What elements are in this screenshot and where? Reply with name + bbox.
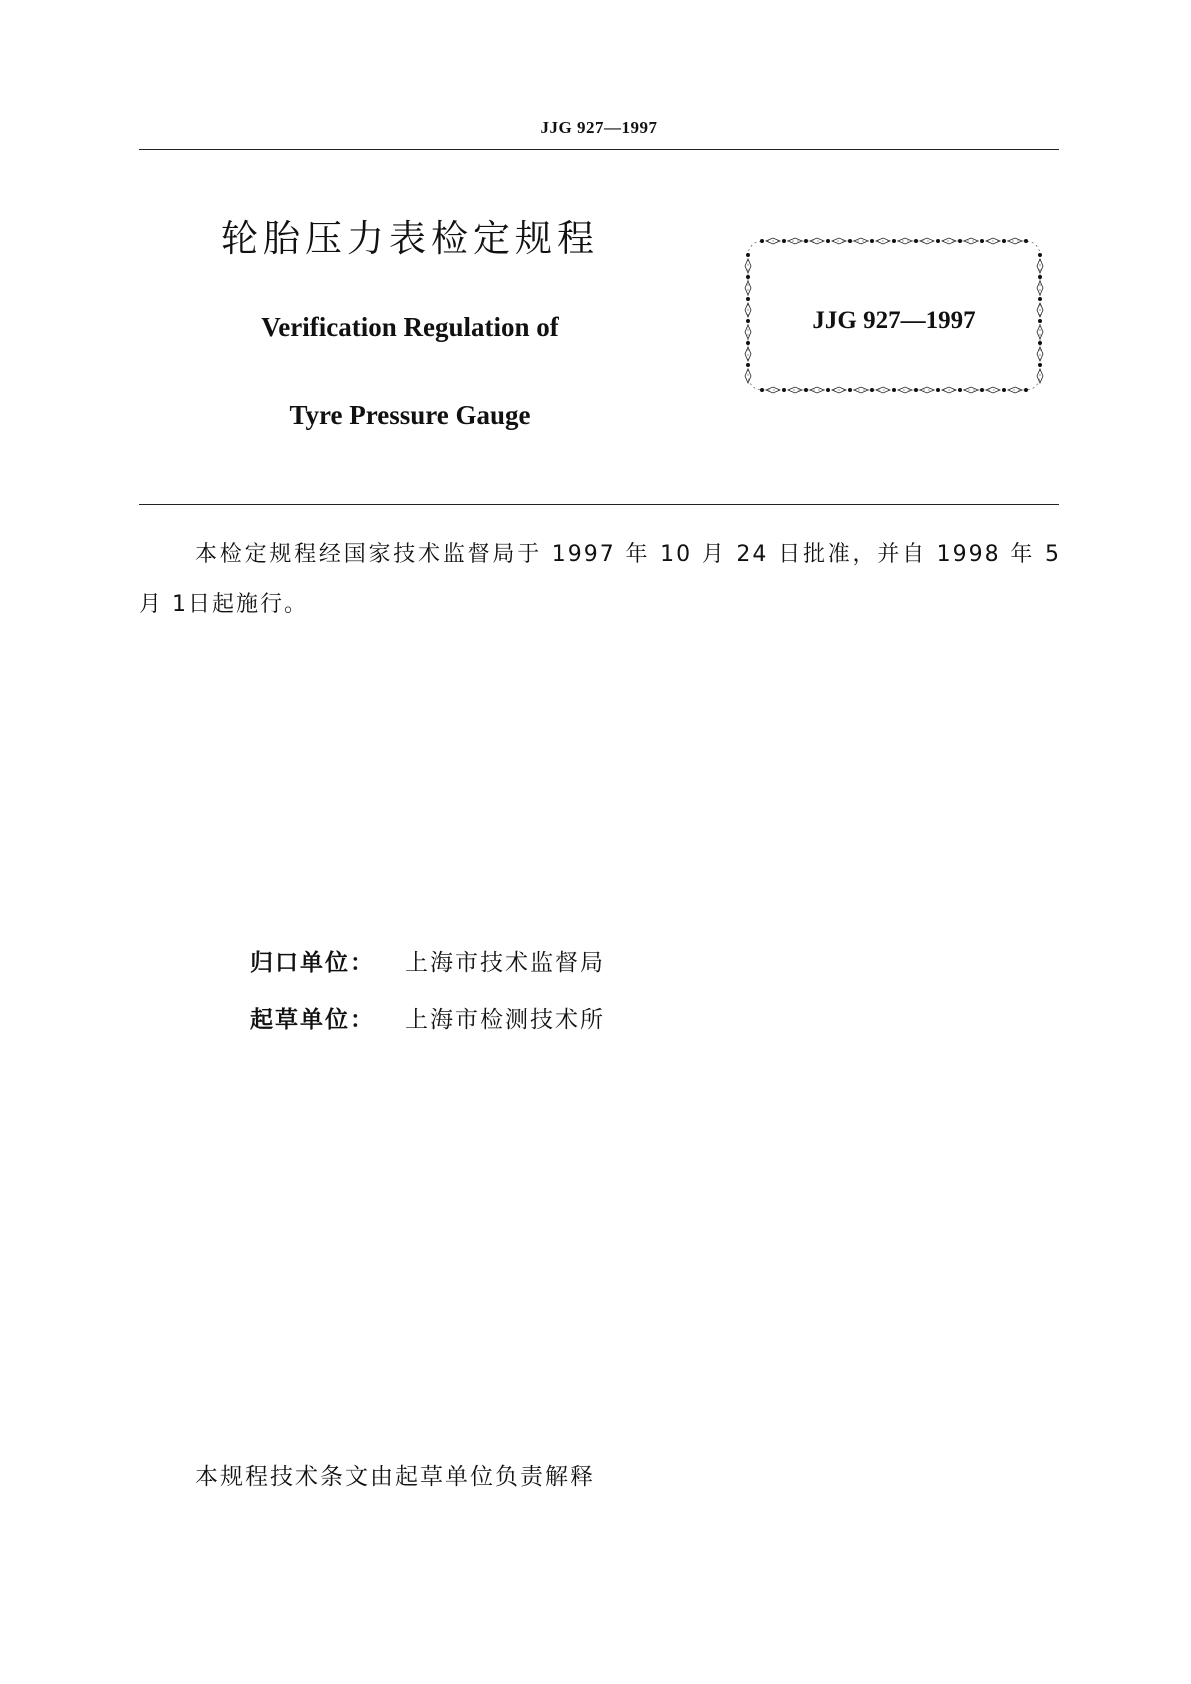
standard-code-box bbox=[742, 235, 1046, 396]
title-chinese: 轮胎压力表检定规程 bbox=[221, 217, 599, 260]
standard-code: JJG 927—1997 bbox=[812, 307, 976, 334]
header-rule bbox=[139, 149, 1059, 150]
approval-statement: 本检定规程经国家技术监督局于 1997 年 10 月 24 日批准，并自 1998 年 5 月 1日起施行。 bbox=[139, 542, 1061, 617]
org-label-responsible: 归口单位： bbox=[250, 950, 375, 976]
title-english-line2: Tyre Pressure Gauge bbox=[289, 400, 531, 430]
title-english-line1: Verification Regulation of bbox=[261, 312, 559, 342]
org-value-drafting: 上海市检测技术所 bbox=[405, 1007, 605, 1033]
section-rule bbox=[139, 504, 1059, 505]
org-label-drafting: 起草单位： bbox=[250, 1007, 375, 1033]
org-value-responsible: 上海市技术监督局 bbox=[405, 950, 605, 976]
org-row-responsible bbox=[250, 944, 605, 977]
org-row-drafting bbox=[250, 1001, 605, 1034]
running-header: JJG 927—1997 bbox=[540, 118, 658, 137]
interpretation-note: 本规程技术条文由起草单位负责解释 bbox=[195, 1464, 595, 1490]
